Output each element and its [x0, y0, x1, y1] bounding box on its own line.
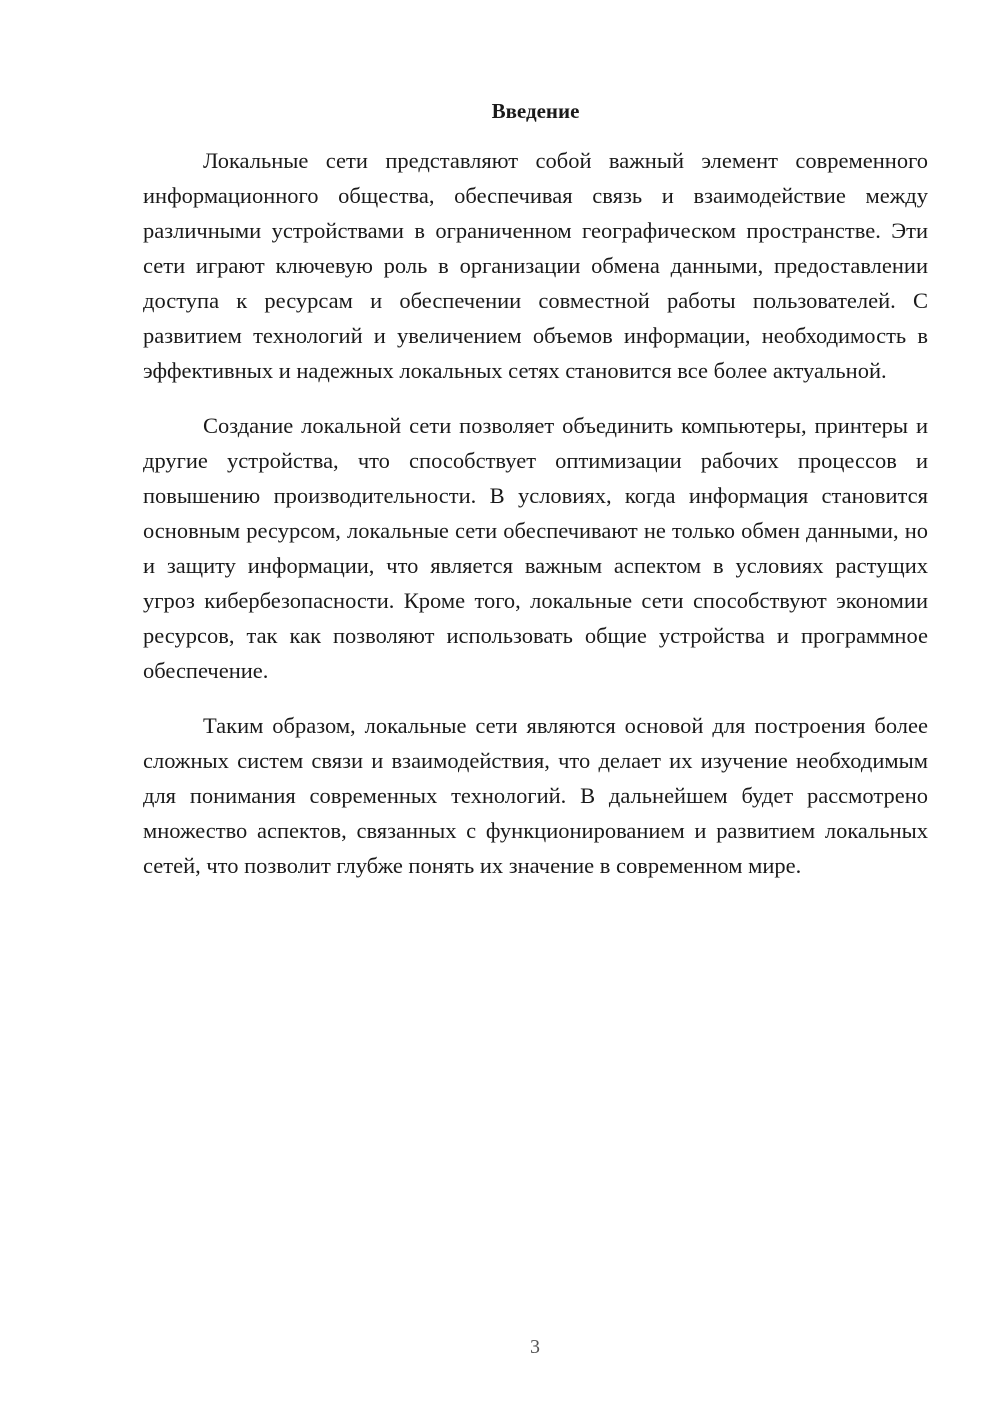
body-text	[143, 143, 928, 903]
paragraph-3: Таким образом, локальные сети являются основой для построения более сложных систем связи и взаимодействия, что делает их изучение необходимым для понимания современных технологий. В дальнейшем будет рассмотрено множество аспектов, связанных с функционированием и развитием локальных сетей, что позволит глубже понять их значение в современном мире.	[143, 713, 928, 878]
section-heading: Введение	[491, 99, 580, 123]
paragraph-1: Локальные сети представляют собой важный элемент современного информационного общества, обеспечивая связь и взаимодействие между различными устройствами в ограниченном географическом пространстве. Эти сети играют ключевую роль в организации обмена данными, предоставлении доступа к ресурсам и обеспечении совместной работы пользователей. С развитием технологий и увеличением объемов информации, необходимость в эффективных и надежных локальных сетях становится все более актуальной.	[143, 148, 928, 383]
page-number: 3	[530, 1336, 540, 1358]
paragraph-2: Создание локальной сети позволяет объединить компьютеры, принтеры и другие устройства, что способствует оптимизации рабочих процессов и повышению производительности. В условиях, когда информация становится основным ресурсом, локальные сети обеспечивают не только обмен данными, но и защиту информации, что является важным аспектом в условиях растущих угроз кибербезопасности. Кроме того, локальные сети способствуют экономии ресурсов, так как позволяют использовать общие устройства и программное обеспечение.	[143, 413, 928, 683]
